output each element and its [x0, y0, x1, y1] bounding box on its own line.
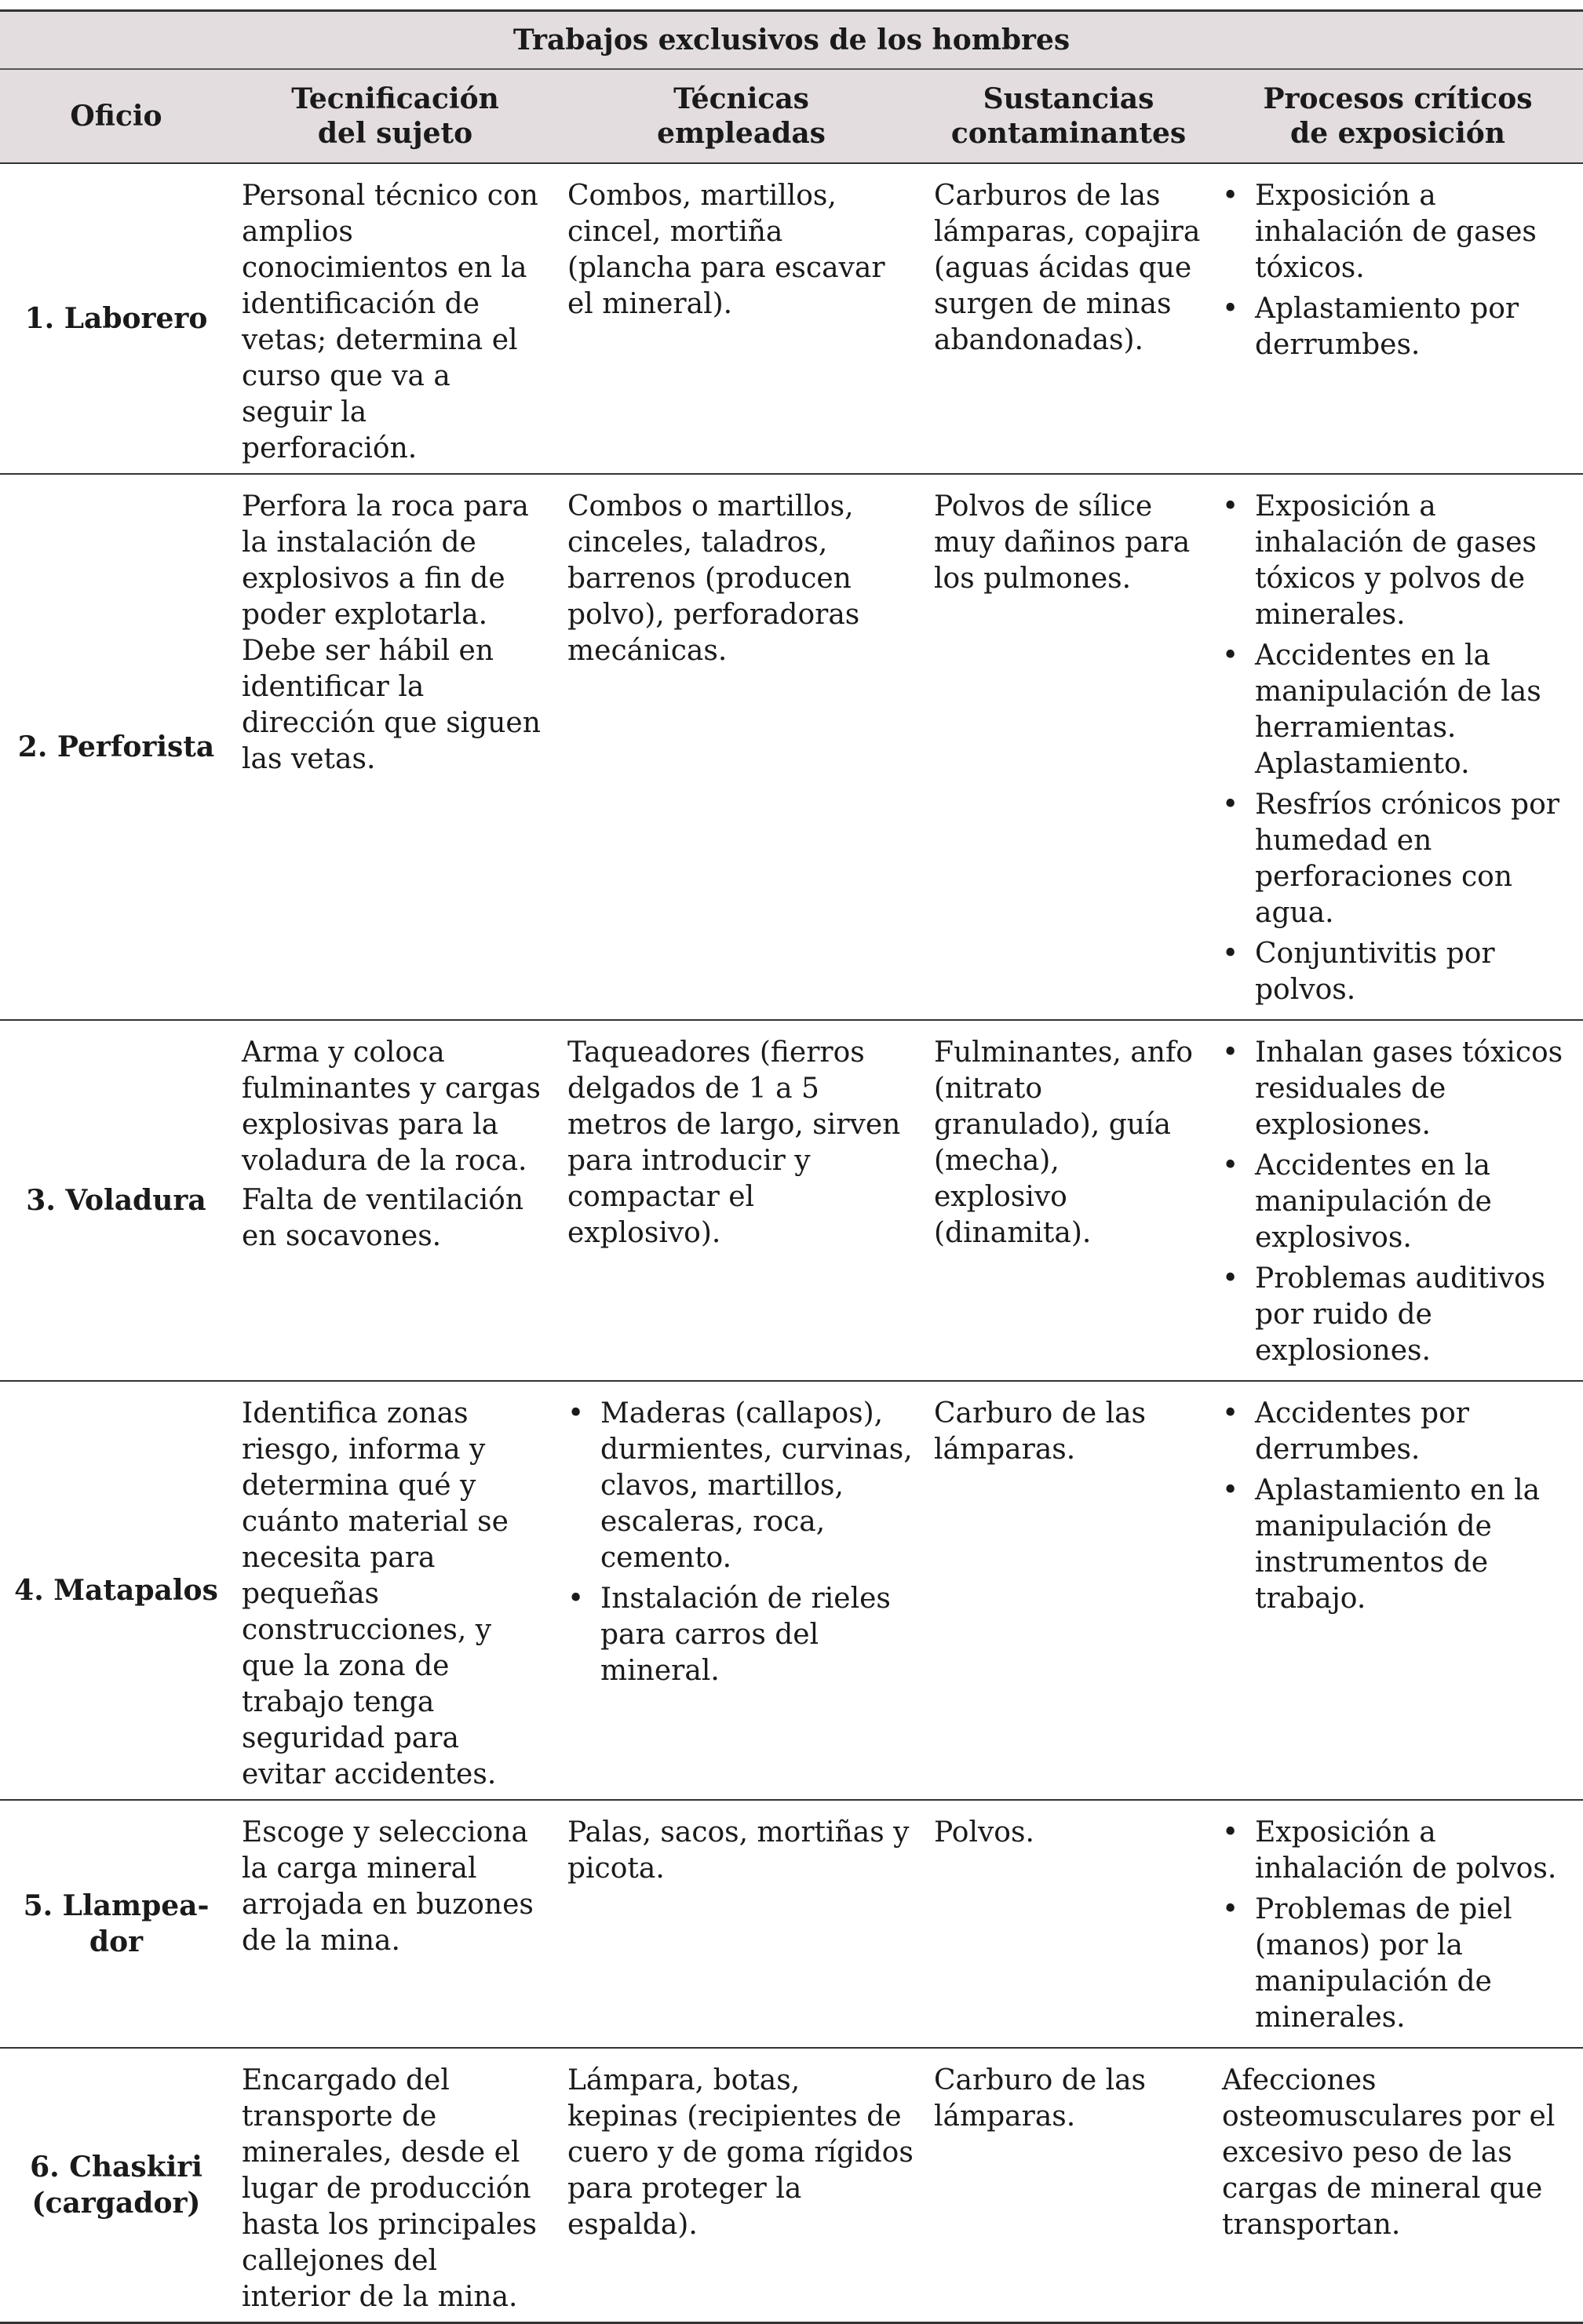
list-item: • Conjuntivitis por polvos.: [1222, 936, 1574, 1008]
procesos-cell: [1213, 1800, 1583, 2048]
procesos-cell: [1213, 1381, 1583, 1800]
tecnificacion-cell: Perfora la roca para la instalación de explosivos a fin de poder explotarla. Debe ser hábil en identificar la dirección que siguen las vetas.: [232, 474, 558, 1020]
list-item: • Aplastamiento por derrumbes.: [1222, 291, 1574, 363]
tecnificacion-cell: Escoge y selecciona la carga mineral arrojada en buzones de la mina.: [232, 1800, 558, 2048]
oficio-cell: 3. Voladura: [0, 1020, 232, 1381]
tecnicas-cell: Taqueadores (fierros delgados de 1 a 5 metros de largo, sirven para introducir y compactar el explosivo).: [558, 1020, 925, 1381]
tecnificacion-note: Falta de ventilación en socavones.: [242, 1184, 523, 1252]
sustancias-cell: Carburos de las lámparas, copajira (aguas ácidas que surgen de minas abandonadas).: [925, 163, 1213, 474]
sustancias-cell: Carburo de las lámparas.: [925, 2048, 1213, 2323]
header-procesos: Procesos críticos de exposición: [1213, 69, 1583, 163]
oficio-cell: 4. Matapalos: [0, 1381, 232, 1800]
list-item: • Accidentes por derrumbes.: [1222, 1396, 1574, 1468]
header-sustancias: Sustancias contaminantes: [925, 69, 1213, 163]
sustancias-cell: Carburo de las lámparas.: [925, 1381, 1213, 1800]
sustancias-cell: Polvos de sílice muy dañinos para los pulmones.: [925, 474, 1213, 1020]
procesos-cell: [1213, 474, 1583, 1020]
oficio-cell: 2. Perforista: [0, 474, 232, 1020]
list-item: • Problemas de piel (manos) por la manipulación de minerales.: [1222, 1892, 1574, 2036]
procesos-cell: [1213, 1020, 1583, 1381]
table-row: [0, 1020, 1583, 1381]
header-oficio: Oficio: [0, 69, 232, 163]
procesos-cell: Afecciones osteomusculares por el excesivo peso de las cargas de mineral que transportan.: [1213, 2048, 1583, 2323]
oficio-cell: 1. Laborero: [0, 163, 232, 474]
tecnificacion-cell: Personal técnico con amplios conocimientos en la identificación de vetas; determina el curso que va a seguir la perforación.: [232, 163, 558, 474]
oficio-cell: 6. Chaskiri (cargador): [0, 2048, 232, 2323]
list-item: • Accidentes en la manipulación de las herramientas. Aplastamiento.: [1222, 638, 1574, 782]
table-title: Trabajos exclusivos de los hombres: [0, 11, 1583, 70]
list-item: • Inhalan gases tóxicos residuales de explosiones.: [1222, 1035, 1574, 1143]
list-item: • Exposición a inhalación de polvos.: [1222, 1815, 1574, 1887]
table-row: [0, 1381, 1583, 1800]
list-item: • Accidentes en la manipulación de explosivos.: [1222, 1148, 1574, 1256]
list-item: • Exposición a inhalación de gases tóxicos.: [1222, 178, 1574, 286]
list-item: • Resfríos crónicos por humedad en perforaciones con agua.: [1222, 787, 1574, 931]
occupations-table: [0, 9, 1583, 2324]
tecnicas-cell: Palas, sacos, mortiñas y picota.: [558, 1800, 925, 2048]
table-row: [0, 2048, 1583, 2323]
list-item: • Aplastamiento en la manipulación de instrumentos de trabajo.: [1222, 1473, 1574, 1617]
table-row: [0, 163, 1583, 474]
sustancias-cell: Polvos.: [925, 1800, 1213, 2048]
tecnicas-cell: [558, 1381, 925, 1800]
list-item: • Instalación de rieles para carros del mineral.: [567, 1581, 915, 1689]
tecnicas-cell: Combos o martillos, cinceles, taladros, barrenos (producen polvo), perforadoras mecánicas.: [558, 474, 925, 1020]
list-item: • Problemas auditivos por ruido de explosiones.: [1222, 1261, 1574, 1369]
header-tecnificacion: Tecnificación del sujeto: [232, 69, 558, 163]
tecnificacion-cell: Encargado del transporte de minerales, desde el lugar de producción hasta los principales callejones del interior de la mina.: [232, 2048, 558, 2323]
tecnicas-cell: Lámpara, botas, kepinas (recipientes de cuero y de goma rígidos para proteger la espalda).: [558, 2048, 925, 2323]
header-tecnicas: Técnicas empleadas: [558, 69, 925, 163]
procesos-cell: [1213, 163, 1583, 474]
tecnicas-cell: Combos, martillos, cincel, mortiña (plancha para escavar el mineral).: [558, 163, 925, 474]
tecnificacion-cell: Identifica zonas riesgo, informa y determina qué y cuánto material se necesita para pequeñas construcciones, y que la zona de trabajo tenga seguridad para evitar accidentes.: [232, 1381, 558, 1800]
table-row: [0, 1800, 1583, 2048]
sustancias-cell: Fulminantes, anfo (nitrato granulado), guía (mecha), explosivo (dinamita).: [925, 1020, 1213, 1381]
list-item: • Exposición a inhalación de gases tóxicos y polvos de minerales.: [1222, 489, 1574, 633]
tecnificacion-cell: Arma y coloca fulminantes y cargas explosivas para la voladura de la roca. Falta de ventilación en socavones.: [232, 1020, 558, 1381]
list-item: • Maderas (callapos), durmientes, curvinas, clavos, martillos, escaleras, roca, cemento.: [567, 1396, 915, 1576]
oficio-cell: 5. Llampea- dor: [0, 1800, 232, 2048]
table-row: [0, 474, 1583, 1020]
